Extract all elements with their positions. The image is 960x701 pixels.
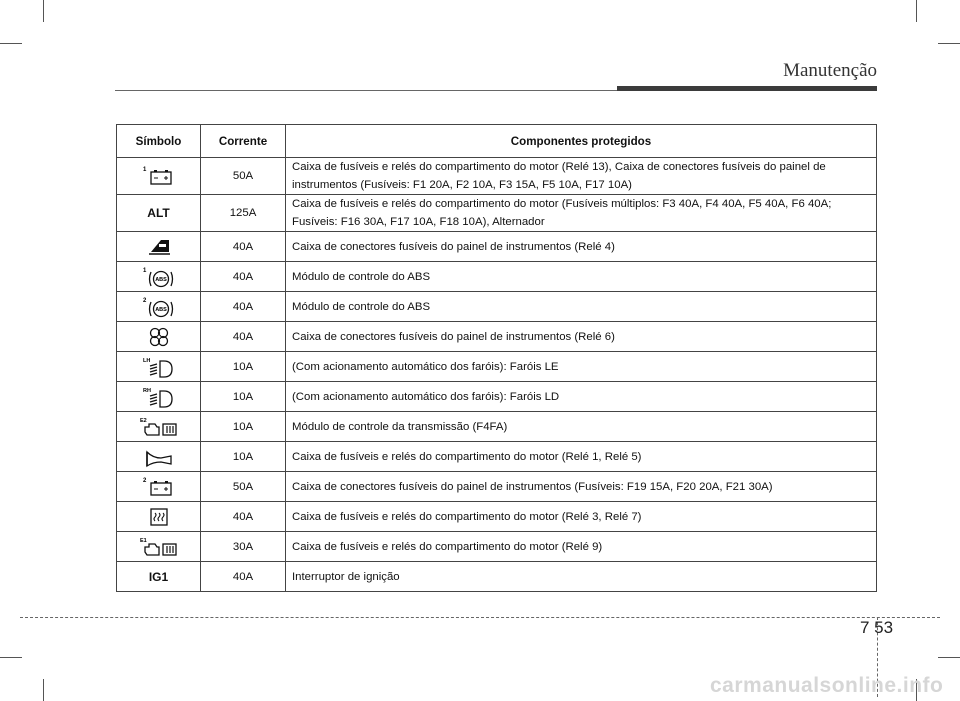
description-cell: Interruptor de ignição (286, 562, 877, 592)
column-header-symbol: Símbolo (117, 125, 201, 158)
description-cell: Módulo de controle do ABS (286, 262, 877, 292)
icon-superscript: LH (142, 357, 150, 364)
crop-mark (916, 0, 917, 22)
current-cell: 10A (201, 382, 286, 412)
crop-mark (43, 679, 44, 701)
icon-superscript: ABS (154, 276, 167, 283)
crop-mark (0, 43, 22, 44)
watermark: carmanualsonline.info (710, 674, 944, 697)
power-outlet-icon (145, 236, 173, 258)
icon-superscript: 2 (142, 297, 146, 304)
table-row (117, 352, 877, 382)
table-row (117, 232, 877, 262)
symbol-cell (117, 502, 201, 532)
description-cell: (Com acionamento automático dos faróis): Faróis LE (286, 352, 877, 382)
description-cell: Caixa de conectores fusíveis do painel de instrumentos (Fusíveis: F19 15A, F20 20A, F21 30A) (286, 472, 877, 502)
icon-superscript: RH (142, 387, 151, 394)
icon-superscript: E2 (139, 417, 147, 424)
symbol-cell (117, 292, 201, 322)
current-cell: 10A (201, 412, 286, 442)
description-cell: Caixa de fusíveis e relés do compartimento do motor (Relé 3, Relé 7) (286, 502, 877, 532)
section-title: Manutenção (783, 60, 877, 81)
current-cell: 30A (201, 532, 286, 562)
headlamp-lh-icon (142, 355, 176, 379)
description-cell: Caixa de fusíveis e relés do compartimento do motor (Relé 9) (286, 532, 877, 562)
icon-superscript: 1 (142, 267, 146, 274)
table-row (117, 562, 877, 592)
symbol-cell (117, 442, 201, 472)
symbol-cell (117, 352, 201, 382)
description-cell: Caixa de conectores fusíveis do painel de instrumentos (Relé 4) (286, 232, 877, 262)
symbol-cell (117, 412, 201, 442)
description-cell: Módulo de controle do ABS (286, 292, 877, 322)
crop-mark (938, 43, 960, 44)
icon-superscript: E1 (139, 537, 147, 544)
current-cell: 40A (201, 502, 286, 532)
abs-1-icon (142, 265, 176, 289)
symbol-text: IG1 (148, 569, 169, 584)
battery-1-icon (142, 164, 176, 188)
current-cell: 10A (201, 352, 286, 382)
current-cell: 50A (201, 158, 286, 195)
engine-transmission-e2-icon (139, 415, 179, 439)
description-cell: Caixa de fusíveis e relés do compartimento do motor (Fusíveis múltiplos: F3 40A, F4 40A, F5 40A, F6 40A; Fusíveis: F16 30A, F17 10A, F18 10A), Alternador (286, 195, 877, 232)
description-cell: Caixa de fusíveis e relés do compartimento do motor (Relé 1, Relé 5) (286, 442, 877, 472)
column-header-current: Corrente (201, 125, 286, 158)
current-cell: 125A (201, 195, 286, 232)
table-row (117, 158, 877, 195)
crop-mark (43, 0, 44, 22)
icon-superscript: 1 (142, 167, 146, 173)
description-cell: Caixa de fusíveis e relés do compartimento do motor (Relé 13), Caixa de conectores fusíveis do painel de instrumentos (Fusíveis: F1 20A, F2 10A, F3 15A, F5 10A, F17 10A) (286, 158, 877, 195)
current-cell: 40A (201, 232, 286, 262)
table-row (117, 292, 877, 322)
table-row (117, 412, 877, 442)
icon-superscript: ABS (154, 306, 167, 313)
table-row (117, 382, 877, 412)
symbol-cell (117, 472, 201, 502)
horn-icon (143, 446, 175, 468)
header-rule (115, 90, 617, 91)
symbol-cell (117, 195, 201, 232)
blower-fan-icon (147, 325, 171, 349)
crop-mark (938, 657, 960, 658)
current-cell: 40A (201, 292, 286, 322)
table-row (117, 262, 877, 292)
description-cell: (Com acionamento automático dos faróis): Faróis LD (286, 382, 877, 412)
defroster-icon (145, 505, 173, 529)
table-row (117, 532, 877, 562)
symbol-cell (117, 158, 201, 195)
table-row (117, 442, 877, 472)
table-row (117, 322, 877, 352)
battery-2-icon (142, 475, 176, 499)
symbol-cell (117, 322, 201, 352)
current-cell: 10A (201, 442, 286, 472)
symbol-cell (117, 532, 201, 562)
table-header-row (117, 125, 877, 158)
table-row (117, 195, 877, 232)
icon-superscript: 2 (142, 477, 146, 484)
current-cell: 40A (201, 562, 286, 592)
description-cell: Módulo de controle da transmissão (F4FA) (286, 412, 877, 442)
headlamp-rh-icon (142, 385, 176, 409)
crop-mark (0, 657, 22, 658)
symbol-cell (117, 562, 201, 592)
table-row (117, 502, 877, 532)
symbol-cell (117, 232, 201, 262)
footer-rule (20, 617, 940, 618)
description-cell: Caixa de conectores fusíveis do painel de instrumentos (Relé 6) (286, 322, 877, 352)
current-cell: 40A (201, 322, 286, 352)
symbol-text: ALT (147, 206, 170, 220)
header-bar (617, 86, 877, 91)
abs-2-icon (142, 295, 176, 319)
engine-transmission-e1-icon (139, 535, 179, 559)
table-row (117, 472, 877, 502)
symbol-cell (117, 382, 201, 412)
column-header-components: Componentes protegidos (286, 125, 877, 158)
current-cell: 50A (201, 472, 286, 502)
symbol-cell (117, 262, 201, 292)
page-number: 7 53 (860, 618, 894, 637)
fuse-table (116, 124, 877, 592)
current-cell: 40A (201, 262, 286, 292)
